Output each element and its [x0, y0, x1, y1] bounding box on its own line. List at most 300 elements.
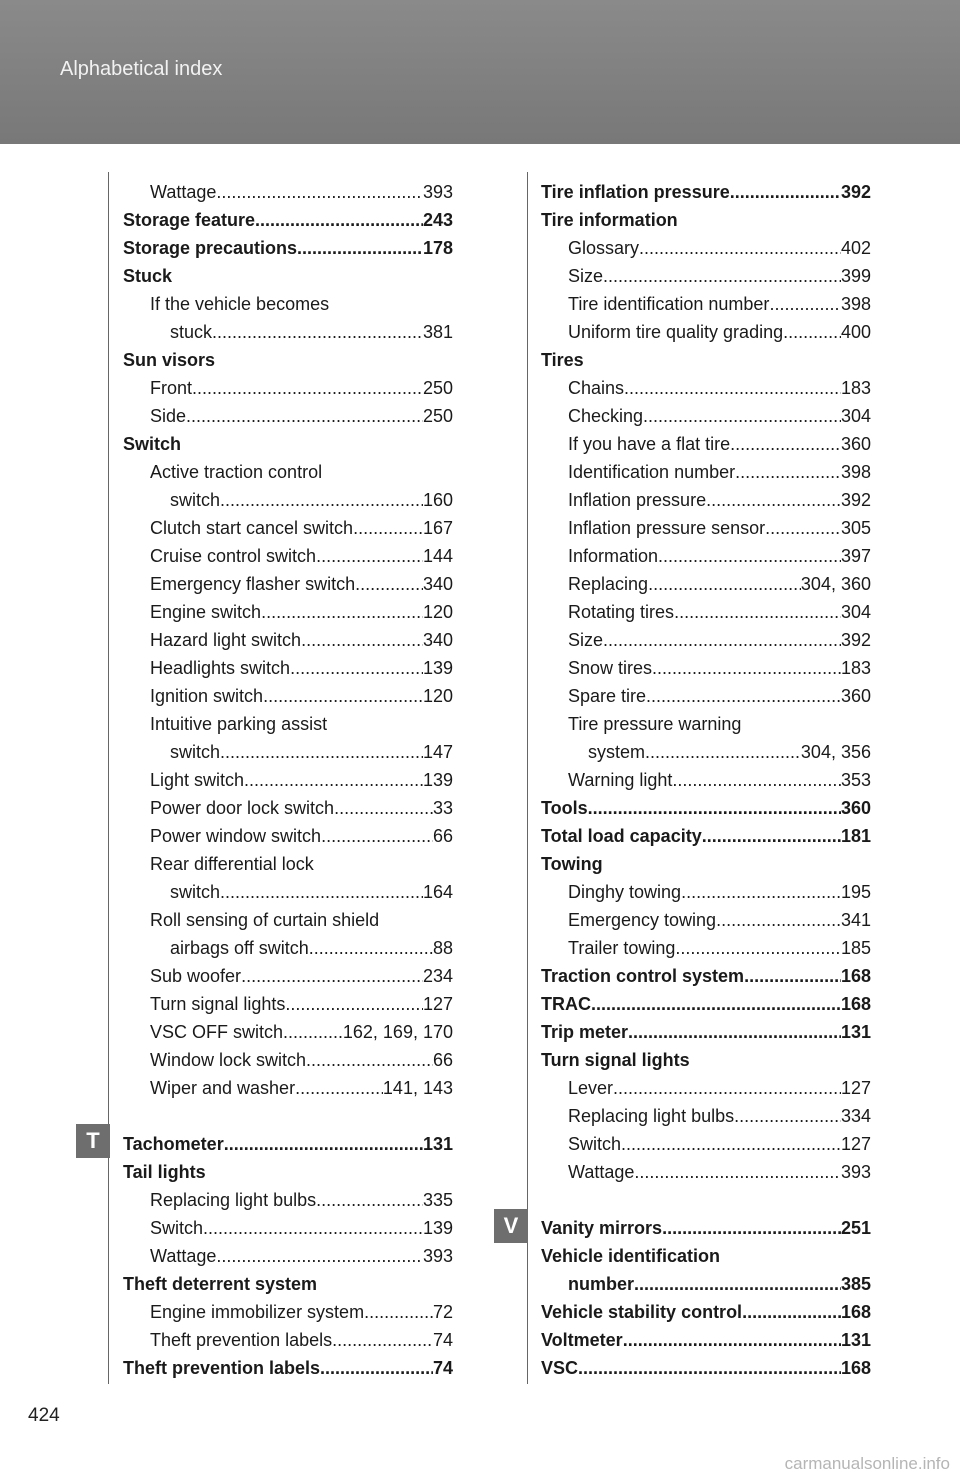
- index-term: Wattage: [150, 182, 217, 202]
- dot-leader: [681, 878, 841, 906]
- watermark: carmanualsonline.info: [784, 1454, 950, 1473]
- dot-leader: [672, 766, 841, 794]
- index-term: Tire inflation pressure: [541, 182, 730, 202]
- dot-leader: [283, 1018, 343, 1046]
- index-entry: [123, 906, 453, 934]
- index-entry: [123, 766, 453, 794]
- page-reference: 402: [840, 238, 871, 258]
- index-term: Light switch: [150, 770, 245, 790]
- index-term: Tires: [541, 350, 584, 370]
- dot-leader: [624, 374, 841, 402]
- index-entry: [123, 1242, 453, 1270]
- dot-leader: [297, 234, 423, 262]
- page-reference: 139: [422, 1218, 453, 1238]
- index-term: Hazard light switch: [150, 630, 302, 650]
- index-term: Tail lights: [123, 1162, 206, 1182]
- index-entry: [123, 878, 453, 906]
- page-reference: 139: [422, 658, 453, 678]
- index-entry: [123, 458, 453, 486]
- page-reference: 127: [840, 1078, 871, 1098]
- index-term: Rotating tires: [568, 602, 675, 622]
- index-entry: [541, 542, 871, 570]
- index-entry: [123, 486, 453, 514]
- page-reference: 88: [432, 938, 453, 958]
- index-entry: [123, 178, 453, 206]
- page-reference: 353: [840, 770, 871, 790]
- index-entry: [541, 178, 871, 206]
- dot-leader: [241, 962, 423, 990]
- index-term: switch: [170, 490, 221, 510]
- index-term: Size: [568, 630, 604, 650]
- dot-leader: [734, 1102, 841, 1130]
- dot-leader: [639, 234, 841, 262]
- index-term: Intuitive parking assist: [150, 714, 328, 734]
- index-term: Side: [150, 406, 187, 426]
- dot-leader: [658, 542, 841, 570]
- page-reference: 131: [422, 1134, 453, 1154]
- index-entry: [123, 598, 453, 626]
- index-term: Theft deterrent system: [123, 1274, 318, 1294]
- index-entry: [541, 598, 871, 626]
- index-entry: [541, 262, 871, 290]
- dot-leader: [628, 1018, 841, 1046]
- index-entry: [541, 1158, 871, 1186]
- index-term: Tire identification number: [568, 294, 770, 314]
- index-term: Glossary: [568, 238, 640, 258]
- index-term: Switch: [123, 434, 182, 454]
- page-reference: 127: [422, 994, 453, 1014]
- dot-leader: [769, 290, 841, 318]
- index-entry: [123, 1270, 453, 1298]
- page-reference: 397: [840, 546, 871, 566]
- page-reference: 131: [840, 1330, 871, 1350]
- index-term: If the vehicle becomes: [150, 294, 330, 314]
- index-term: Wiper and washer: [150, 1078, 296, 1098]
- dot-leader: [220, 486, 423, 514]
- dot-leader: [203, 1214, 423, 1242]
- index-term: Tire pressure warning: [568, 714, 742, 734]
- index-term: Theft prevention labels: [123, 1358, 321, 1378]
- page-reference: 147: [422, 742, 453, 762]
- dot-leader: [316, 542, 423, 570]
- dot-leader: [290, 654, 423, 682]
- page-reference: 341: [840, 910, 871, 930]
- index-entry: [123, 934, 453, 962]
- dot-leader: [648, 570, 801, 598]
- index-term: Vanity mirrors: [541, 1218, 663, 1238]
- page-reference: 168: [840, 994, 871, 1014]
- index-term: Replacing: [568, 574, 649, 594]
- page-reference: 400: [840, 322, 871, 342]
- index-term: Turn signal lights: [541, 1050, 690, 1070]
- index-term: Storage feature: [123, 210, 256, 230]
- dot-leader: [320, 1354, 433, 1382]
- dot-leader: [645, 738, 801, 766]
- index-term: Wattage: [150, 1246, 217, 1266]
- index-term: Spare tire: [568, 686, 647, 706]
- column-divider: [108, 172, 109, 1384]
- index-term: Power door lock switch: [150, 798, 335, 818]
- dot-leader: [224, 1130, 423, 1158]
- index-entry: [123, 402, 453, 430]
- dot-leader: [783, 318, 841, 346]
- page-reference: 183: [840, 658, 871, 678]
- dot-leader: [603, 626, 841, 654]
- dot-leader: [744, 962, 841, 990]
- index-entry: [123, 682, 453, 710]
- index-entry: [123, 1158, 453, 1186]
- index-entry: [123, 1326, 453, 1354]
- index-term: switch: [170, 742, 221, 762]
- page-reference: 168: [840, 966, 871, 986]
- page-reference: 360: [840, 686, 871, 706]
- index-term: Trailer towing: [568, 938, 676, 958]
- page-reference: 393: [422, 182, 453, 202]
- index-term: Tachometer: [123, 1134, 224, 1154]
- index-entry: [541, 570, 871, 598]
- index-entry: [123, 850, 453, 878]
- index-term: switch: [170, 882, 221, 902]
- index-entry: [541, 486, 871, 514]
- index-entry: [541, 962, 871, 990]
- index-term: Tire information: [541, 210, 678, 230]
- index-entry: [541, 514, 871, 542]
- index-term: Chains: [568, 378, 625, 398]
- page-reference: 304: [840, 406, 871, 426]
- page-reference: 381: [422, 322, 453, 342]
- dot-leader: [355, 570, 423, 598]
- index-entry: [541, 1046, 871, 1074]
- index-term: Dinghy towing: [568, 882, 682, 902]
- index-entry: [541, 1298, 871, 1326]
- dot-leader: [621, 1130, 841, 1158]
- dot-leader: [634, 1270, 841, 1298]
- page-reference: 335: [422, 1190, 453, 1210]
- index-entry: [123, 234, 453, 262]
- index-term: Voltmeter: [541, 1330, 623, 1350]
- index-term: airbags off switch: [170, 938, 309, 958]
- dot-leader: [220, 878, 423, 906]
- index-entry: [123, 1046, 453, 1074]
- index-entry: [541, 1270, 871, 1298]
- index-term: Identification number: [568, 462, 736, 482]
- index-term: Window lock switch: [150, 1050, 307, 1070]
- page-reference: 340: [422, 630, 453, 650]
- page-reference: 251: [840, 1218, 871, 1238]
- page-reference: 243: [422, 210, 453, 230]
- page-reference: 304, 360: [800, 574, 871, 594]
- dot-leader: [261, 598, 423, 626]
- index-term: Uniform tire quality grading: [568, 322, 784, 342]
- index-entry: [123, 738, 453, 766]
- page-reference: 334: [840, 1106, 871, 1126]
- section-letter-t: T: [76, 1124, 110, 1158]
- index-term: Clutch start cancel switch: [150, 518, 354, 538]
- index-entry: [541, 1214, 871, 1242]
- page-reference: 392: [840, 182, 871, 202]
- dot-leader: [634, 1158, 841, 1186]
- section-letter-v: V: [494, 1209, 528, 1243]
- index-entry: [541, 234, 871, 262]
- dot-leader: [309, 934, 433, 962]
- dot-leader: [662, 1214, 841, 1242]
- dot-leader: [244, 766, 423, 794]
- index-entry: [541, 430, 871, 458]
- index-entry: [123, 1074, 453, 1102]
- dot-leader: [334, 794, 433, 822]
- index-entry: [123, 1186, 453, 1214]
- index-entry: [541, 290, 871, 318]
- dot-leader: [321, 822, 433, 850]
- dot-leader: [220, 738, 423, 766]
- index-term: Lever: [568, 1078, 614, 1098]
- index-term: VSC: [541, 1358, 579, 1378]
- index-term: Inflation pressure sensor: [568, 518, 766, 538]
- index-term: Replacing light bulbs: [150, 1190, 317, 1210]
- dot-leader: [735, 458, 841, 486]
- index-entry: [541, 206, 871, 234]
- index-term: Wattage: [568, 1162, 635, 1182]
- dot-leader: [765, 514, 841, 542]
- page-reference: 181: [840, 826, 871, 846]
- page-reference: 385: [840, 1274, 871, 1294]
- page-reference: 162, 169, 170: [342, 1022, 453, 1042]
- page-reference: 398: [840, 294, 871, 314]
- index-term: TRAC: [541, 994, 591, 1014]
- page-reference: 127: [840, 1134, 871, 1154]
- index-term: number: [568, 1274, 635, 1294]
- index-term: Replacing light bulbs: [568, 1106, 735, 1126]
- index-term: Size: [568, 266, 604, 286]
- index-term: Headlights switch: [150, 658, 291, 678]
- page-reference: 304: [840, 602, 871, 622]
- index-term: VSC OFF switch: [150, 1022, 284, 1042]
- dot-leader: [192, 374, 423, 402]
- index-entry: [123, 514, 453, 542]
- index-term: Rear differential lock: [150, 854, 314, 874]
- index-term: Total load capacity: [541, 826, 702, 846]
- column-divider: [527, 172, 528, 1384]
- index-entry: [123, 1130, 453, 1158]
- index-entry: [541, 374, 871, 402]
- index-entry: [123, 430, 453, 458]
- index-term: Power window switch: [150, 826, 322, 846]
- page-reference: 195: [840, 882, 871, 902]
- page-reference: 398: [840, 462, 871, 482]
- index-entry: [541, 990, 871, 1018]
- dot-leader: [255, 206, 423, 234]
- index-term: Switch: [568, 1134, 622, 1154]
- page-reference: 139: [422, 770, 453, 790]
- dot-leader: [316, 1186, 423, 1214]
- index-entry: [123, 206, 453, 234]
- page-reference: 160: [422, 490, 453, 510]
- page-reference: 66: [432, 1050, 453, 1070]
- page-reference: 360: [840, 434, 871, 454]
- page-reference: 72: [432, 1302, 453, 1322]
- dot-leader: [591, 990, 841, 1018]
- index-entry: [123, 1018, 453, 1046]
- index-term: Information: [568, 546, 659, 566]
- index-term: Inflation pressure: [568, 490, 707, 510]
- dot-leader: [730, 178, 841, 206]
- index-term: Theft prevention labels: [150, 1330, 333, 1350]
- page-reference: 167: [422, 518, 453, 538]
- page-reference: 399: [840, 266, 871, 286]
- index-entry: [541, 458, 871, 486]
- dot-leader: [643, 402, 841, 430]
- dot-leader: [578, 1354, 841, 1382]
- index-entry: [541, 850, 871, 878]
- index-term: Emergency towing: [568, 910, 717, 930]
- page-reference: 183: [840, 378, 871, 398]
- index-entry: [541, 794, 871, 822]
- dot-leader: [295, 1074, 383, 1102]
- page-reference: 141, 143: [382, 1078, 453, 1098]
- index-entry: [123, 822, 453, 850]
- index-term: Cruise control switch: [150, 546, 317, 566]
- index-term: Emergency flasher switch: [150, 574, 356, 594]
- index-entry: [541, 710, 871, 738]
- index-term: Trip meter: [541, 1022, 629, 1042]
- page-reference: 340: [422, 574, 453, 594]
- index-entry: [541, 822, 871, 850]
- index-entry: [541, 626, 871, 654]
- page-reference: 164: [422, 882, 453, 902]
- header-title: Alphabetical index: [60, 58, 223, 80]
- index-entry: [541, 682, 871, 710]
- dot-leader: [706, 486, 841, 514]
- index-term: Sub woofer: [150, 966, 242, 986]
- page-reference: 250: [422, 406, 453, 426]
- page-reference: 168: [840, 1302, 871, 1322]
- index-term: Ignition switch: [150, 686, 264, 706]
- page-reference: 360: [840, 798, 871, 818]
- index-term: Towing: [541, 854, 603, 874]
- index-term: system: [588, 742, 646, 762]
- index-entry: [541, 1326, 871, 1354]
- index-entry: [123, 570, 453, 598]
- page-header: [0, 0, 960, 144]
- index-entry: [541, 878, 871, 906]
- page-reference: 305: [840, 518, 871, 538]
- page-reference: 168: [840, 1358, 871, 1378]
- page-reference: 234: [422, 966, 453, 986]
- index-term: Tools: [541, 798, 588, 818]
- dot-leader: [716, 906, 841, 934]
- index-entry: [541, 1242, 871, 1270]
- index-entry: [123, 990, 453, 1018]
- dot-leader: [306, 1046, 433, 1074]
- dot-leader: [263, 682, 423, 710]
- index-entry: [123, 626, 453, 654]
- index-term: Vehicle identification: [541, 1246, 721, 1266]
- dot-leader: [285, 990, 423, 1018]
- page-reference: 178: [422, 238, 453, 258]
- dot-leader: [603, 262, 841, 290]
- index-entry: [123, 346, 453, 374]
- index-term: stuck: [170, 322, 213, 342]
- index-entry: [123, 1354, 453, 1382]
- index-entry: [541, 1130, 871, 1158]
- index-term: Stuck: [123, 266, 173, 286]
- index-entry: [541, 934, 871, 962]
- index-term: Engine switch: [150, 602, 262, 622]
- dot-leader: [332, 1326, 433, 1354]
- index-term: Traction control system: [541, 966, 745, 986]
- dot-leader: [646, 682, 841, 710]
- index-entry: [123, 654, 453, 682]
- index-term: Vehicle stability control: [541, 1302, 743, 1322]
- dot-leader: [623, 1326, 841, 1354]
- index-entry: [541, 1074, 871, 1102]
- dot-leader: [216, 178, 423, 206]
- index-entry: [123, 542, 453, 570]
- page-reference: 131: [840, 1022, 871, 1042]
- page-reference: 304, 356: [800, 742, 871, 762]
- index-column-right: [541, 178, 871, 1382]
- index-entry: [541, 346, 871, 374]
- index-entry: [541, 906, 871, 934]
- dot-leader: [675, 934, 841, 962]
- index-term: Turn signal lights: [150, 994, 286, 1014]
- index-column-left: [123, 178, 453, 1382]
- index-entry: [123, 1214, 453, 1242]
- page-number: 424: [28, 1405, 60, 1426]
- index-entry: [123, 794, 453, 822]
- dot-leader: [730, 430, 841, 458]
- page-reference: 74: [432, 1330, 453, 1350]
- index-entry: [123, 710, 453, 738]
- dot-leader: [742, 1298, 841, 1326]
- index-term: Roll sensing of curtain shield: [150, 910, 380, 930]
- index-entry: [541, 766, 871, 794]
- dot-leader: [212, 318, 423, 346]
- dot-leader: [702, 822, 841, 850]
- index-term: Storage precautions: [123, 238, 298, 258]
- dot-leader: [301, 626, 423, 654]
- dot-leader: [588, 794, 841, 822]
- page-reference: 120: [422, 602, 453, 622]
- page-reference: 185: [840, 938, 871, 958]
- index-entry: [541, 1354, 871, 1382]
- page-reference: 392: [840, 490, 871, 510]
- index-entry: [123, 962, 453, 990]
- dot-leader: [674, 598, 841, 626]
- page-reference: 66: [432, 826, 453, 846]
- dot-leader: [353, 514, 423, 542]
- index-entry: [541, 318, 871, 346]
- page-reference: 392: [840, 630, 871, 650]
- index-term: Active traction control: [150, 462, 323, 482]
- index-entry: [541, 1102, 871, 1130]
- index-term: Snow tires: [568, 658, 653, 678]
- page-reference: 250: [422, 378, 453, 398]
- index-entry: [541, 738, 871, 766]
- index-entry: [123, 262, 453, 290]
- index-entry: [541, 1018, 871, 1046]
- index-term: Switch: [150, 1218, 204, 1238]
- dot-leader: [216, 1242, 423, 1270]
- dot-leader: [613, 1074, 841, 1102]
- page-reference: 33: [432, 798, 453, 818]
- index-entry: [123, 318, 453, 346]
- index-term: Engine immobilizer system: [150, 1302, 365, 1322]
- index-entry: [541, 654, 871, 682]
- index-entry: [541, 402, 871, 430]
- index-term: Sun visors: [123, 350, 216, 370]
- index-term: Warning light: [568, 770, 673, 790]
